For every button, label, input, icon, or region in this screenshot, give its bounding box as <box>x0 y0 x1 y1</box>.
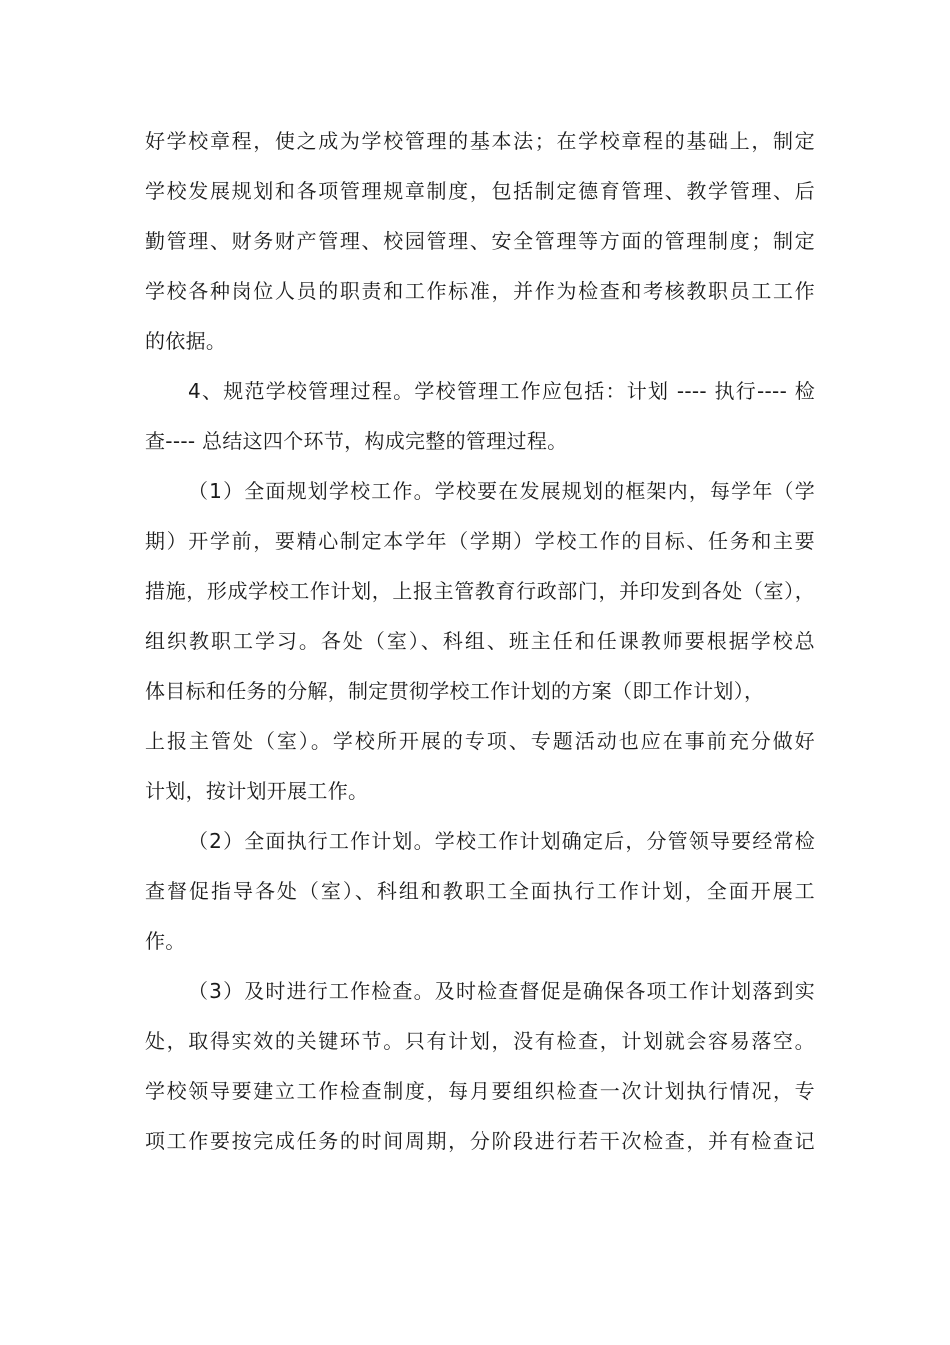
text-line-11: 组织教职工学习。各处（室）、科组、班主任和任课教师要根据学校总 <box>145 629 815 653</box>
text-line-16: 查督促指导各处（室）、科组和教职工全面执行工作计划，全面开展工 <box>145 879 815 903</box>
text-line-14: 计划，按计划开展工作。 <box>145 779 369 803</box>
text-line-6: 4、规范学校管理过程。学校管理工作应包括：计划 ---- 执行---- 检 <box>188 379 815 403</box>
text-line-1: 好学校章程，使之成为学校管理的基本法；在学校章程的基础上，制定 <box>145 129 815 153</box>
text-line-10: 措施，形成学校工作计划，上报主管教育行政部门，并印发到各处（室）， <box>145 579 815 603</box>
text-line-17: 作。 <box>145 929 186 953</box>
text-line-18: （3）及时进行工作检查。及时检查督促是确保各项工作计划落到实 <box>188 979 815 1003</box>
text-line-3: 勤管理、财务财产管理、校园管理、安全管理等方面的管理制度；制定 <box>145 229 815 253</box>
text-line-19: 处，取得实效的关键环节。只有计划，没有检查，计划就会容易落空。 <box>145 1029 815 1053</box>
text-line-4: 学校各种岗位人员的职责和工作标准，并作为检查和考核教职员工工作 <box>145 279 815 303</box>
text-line-21: 项工作要按完成任务的时间周期，分阶段进行若干次检查，并有检查记 <box>145 1129 815 1153</box>
text-line-15: （2）全面执行工作计划。学校工作计划确定后，分管领导要经常检 <box>188 829 815 853</box>
text-line-7: 查---- 总结这四个环节，构成完整的管理过程。 <box>145 429 568 453</box>
text-line-9: 期）开学前，要精心制定本学年（学期）学校工作的目标、任务和主要 <box>145 529 815 553</box>
text-line-12: 体目标和任务的分解，制定贯彻学校工作计划的方案（即工作计划）， <box>145 679 765 703</box>
text-line-5: 的依据。 <box>145 329 227 353</box>
text-line-13: 上报主管处（室）。学校所开展的专项、专题活动也应在事前充分做好 <box>145 729 815 753</box>
text-line-20: 学校领导要建立工作检查制度，每月要组织检查一次计划执行情况，专 <box>145 1079 815 1103</box>
text-line-2: 学校发展规划和各项管理规章制度，包括制定德育管理、教学管理、后 <box>145 179 815 203</box>
text-line-8: （1）全面规划学校工作。学校要在发展规划的框架内，每学年（学 <box>188 479 815 503</box>
